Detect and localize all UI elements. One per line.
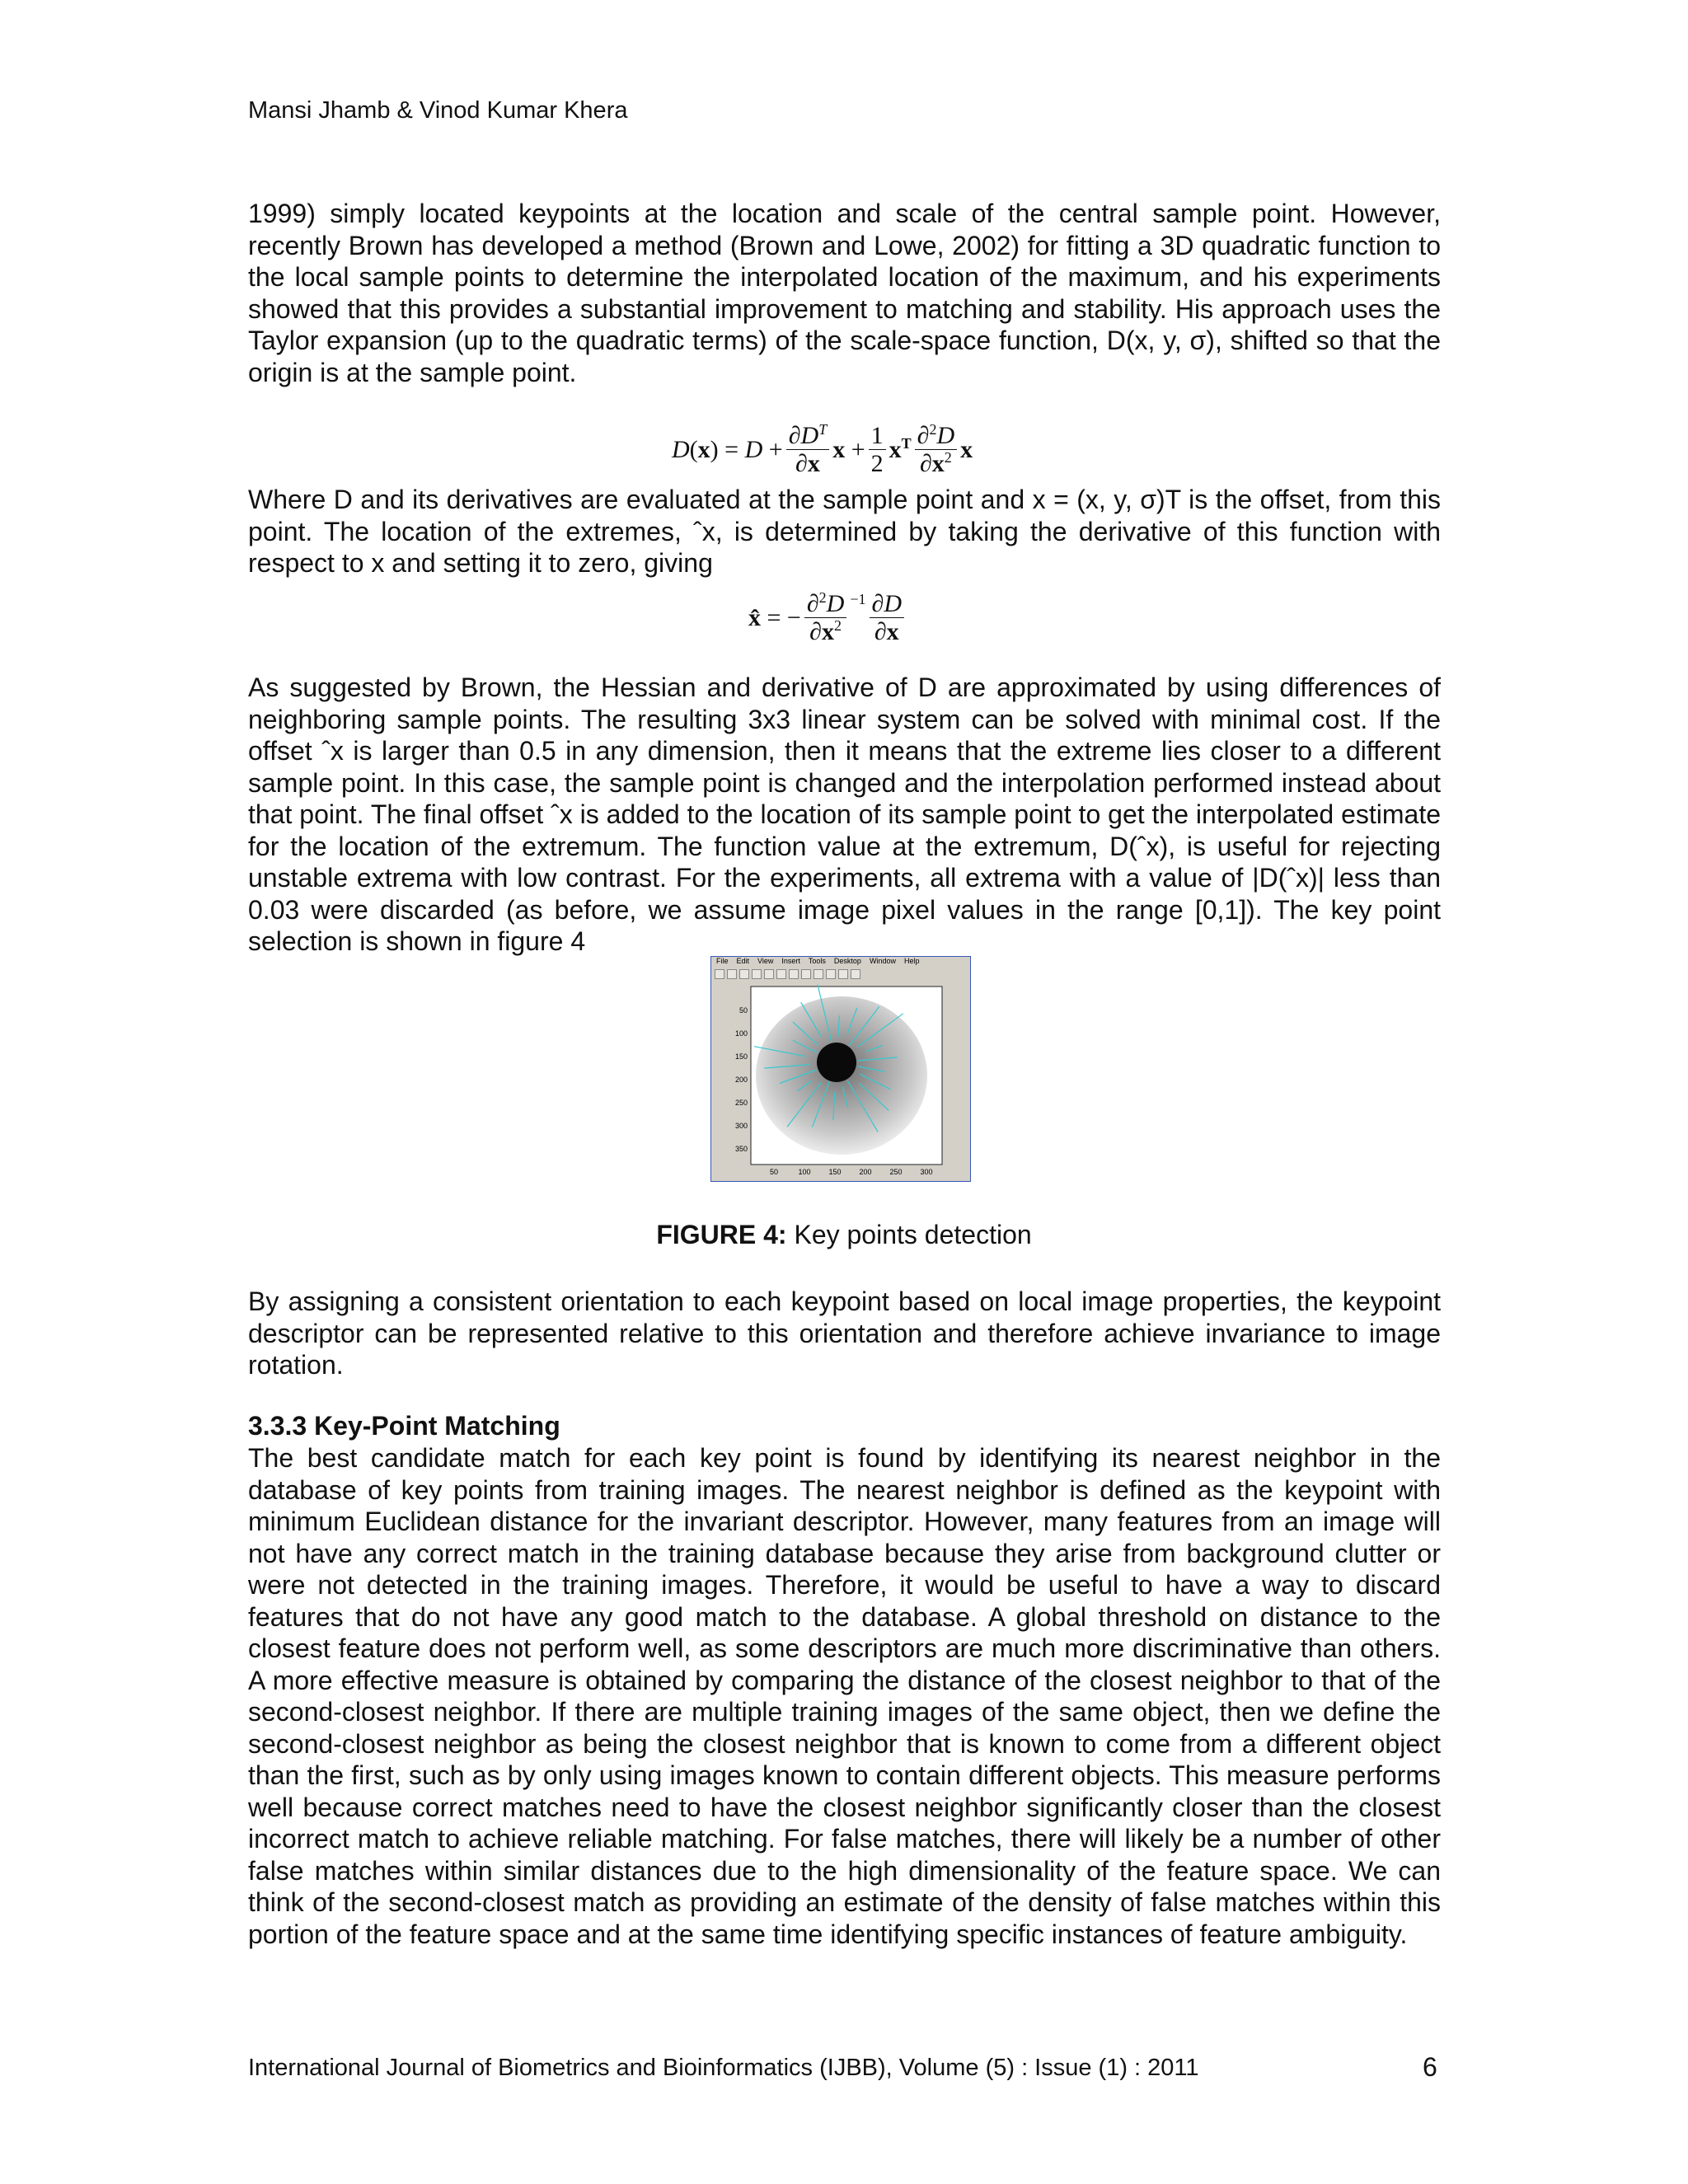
zoom-out-icon — [789, 969, 799, 979]
x-tick-label: 200 — [859, 1168, 872, 1176]
colorbar-icon — [838, 969, 848, 979]
paragraph-matching: The best candidate match for each key point is found by identifying its nearest neighbor in the database of key points from training images. The nearest neighbor is defined as the keypoint with minimum Euclidean distance for the invariant descriptor. However, many features from an image will not have any correct match in the training database because they arise from background clutter or were not detected in the training images. Therefore, it would be useful to have a way to discard features that do not have any good match to the database. A global threshold on distance to the closest feature does not perform well, as some descriptors are much more discriminative than others. A more effective measure is obtained by comparing the distance of the closest neighbor to that of the second-closest neighbor. If there are multiple training images of the same object, then we define the second-closest neighbor as being the closest neighbor that is known to come from a different object than the first, such as by only using images known to contain different objects. This measure performs well because correct matches need to have the closest neighbor significantly closer than the closest incorrect match to achieve reliable matching. For false matches, there will likely be a number of other false matches within similar distances due to the high dimensionality of the feature space. We can think of the second-closest match as providing an estimate of the density of false matches within this portion of the feature space and at the same time identifying specific instances of feature ambiguity. — [248, 1443, 1441, 1949]
figure-menu-item[interactable]: Window — [869, 957, 896, 965]
rotate-icon — [801, 969, 811, 979]
y-tick-label: 300 — [734, 1122, 748, 1130]
open-icon — [727, 969, 737, 979]
equation-extremum-offset: x̂ = − $\frac{\partial^2D}{\partial x^2}$ −1 $\frac{\partial D}{\partial x}$ — [748, 590, 907, 645]
pupil — [817, 1043, 856, 1082]
caption-text: Key points detection — [786, 1220, 1032, 1249]
legend-icon — [851, 969, 860, 979]
figure-menu-item[interactable]: Help — [903, 957, 920, 965]
pan-icon — [814, 969, 823, 979]
y-tick-label: 250 — [734, 1099, 748, 1107]
paragraph-offset: Where D and its derivatives are evaluated at the sample point and x = (x, y, σ)T is the offset, from this point. The location of the extremes, ˆx, is determined by taking the derivative of this function with respect to x and setting it to zero, giving — [248, 485, 1441, 578]
paragraph-orientation: By assigning a consistent orientation to each keypoint based on local image properties, the keypoint descriptor can be represented relative to this orientation and therefore achieve invariance to image rotation. — [248, 1286, 1441, 1380]
paragraph-hessian: As suggested by Brown, the Hessian and derivative of D are approximated by using differences of neighboring sample points. The resulting 3x3 linear system can be solved with minimal cost. If the offset ˆx is larger than 0.5 in any dimension, then it means that the extreme lies closer to a different sample point. In this case, the sample point is changed and the interpolation performed instead about that point. The final offset ˆx is added to the location of its sample point to get the interpolated estimate for the location of the extremum. The function value at the extremum, D(ˆx), is useful for rejecting unstable extrema with low contrast. For the experiments, all extrema with a value of |D(ˆx)| less than 0.03 were discarded (as before, we assume image pixel values in the range [0,1]). The key point selection is shown in figure 4 — [248, 673, 1441, 956]
running-header: Mansi Jhamb & Vinod Kumar Khera — [248, 97, 628, 124]
figure-menu-item[interactable]: Tools — [808, 957, 826, 965]
figure-axes — [711, 983, 972, 1183]
pointer-icon — [764, 969, 774, 979]
y-tick-label: 100 — [734, 1029, 748, 1038]
figure-toolbar — [715, 969, 860, 982]
figure-menu-item[interactable]: View — [757, 957, 774, 965]
figure-menu-item[interactable]: Insert — [781, 957, 800, 965]
equation-taylor-expansion: D(x) = D + $\frac{\partial D^T}{\partial x}$ x + $\frac{1}{2}$ $x^T$ $\frac{\partial^2D}{\partial x^2}$ x — [672, 421, 973, 477]
y-axis-ticks — [735, 1006, 748, 1153]
x-tick-label: 100 — [798, 1168, 811, 1176]
figure-menu-item[interactable]: Desktop — [833, 957, 861, 965]
new-icon — [715, 969, 724, 979]
caption-label: FIGURE 4: — [656, 1220, 787, 1249]
y-tick-label: 50 — [738, 1006, 748, 1015]
page-number: 6 — [1423, 2052, 1437, 2082]
section-heading: 3.3.3 Key-Point Matching — [248, 1411, 560, 1441]
y-tick-label: 350 — [734, 1145, 748, 1153]
figure-caption — [0, 1220, 1688, 1250]
zoom-in-icon — [776, 969, 786, 979]
x-tick-label: 250 — [889, 1168, 903, 1176]
x-tick-label: 50 — [769, 1168, 779, 1176]
datacursor-icon — [826, 969, 836, 979]
figure-menubar — [716, 957, 919, 968]
x-tick-label: 150 — [828, 1168, 842, 1176]
figure-keypoints-screenshot — [710, 956, 971, 1182]
save-icon — [739, 969, 749, 979]
x-tick-label: 300 — [920, 1168, 933, 1176]
figure-menu-item[interactable]: File — [716, 957, 729, 965]
paragraph-taylor-intro: 1999) simply located keypoints at the location and scale of the central sample point. However, recently Brown has developed a method (Brown and Lowe, 2002) for fitting a 3D quadratic function to the local sample points to determine the interpolated location of the maximum, and his experiments showed that this provides a substantial improvement to matching and stability. His approach uses the Taylor expansion (up to the quadratic terms) of the scale-space function, D(x, y, σ), shifted so that the origin is at the sample point. — [248, 199, 1441, 387]
figure-menu-item[interactable]: Edit — [736, 957, 750, 965]
x-axis-ticks — [770, 1168, 933, 1176]
print-icon — [752, 969, 762, 979]
running-footer: International Journal of Biometrics and Bioinformatics (IJBB), Volume (5) : Issue (1) : 2011 — [248, 2055, 1199, 2081]
y-tick-label: 150 — [734, 1052, 748, 1061]
y-tick-label: 200 — [734, 1076, 748, 1084]
